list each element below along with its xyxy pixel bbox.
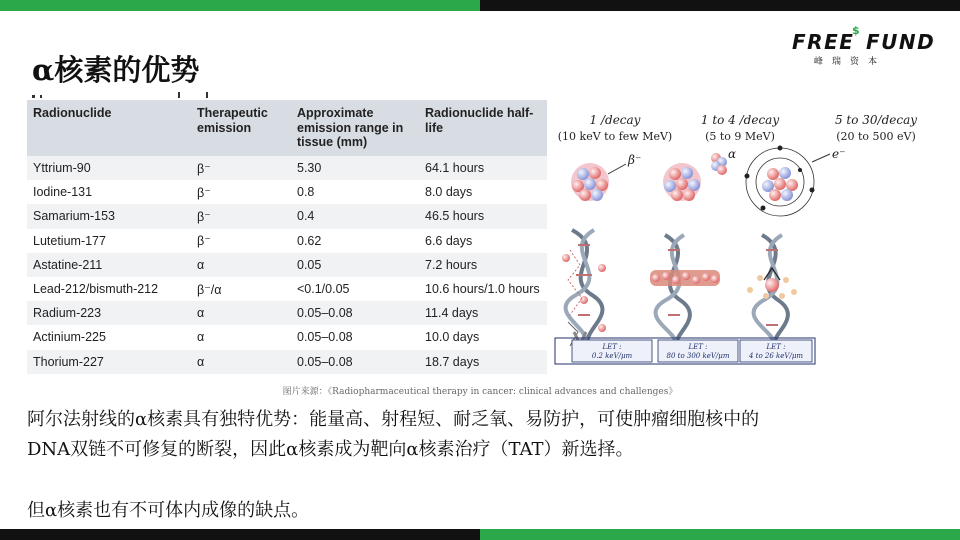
top-black-bar: [480, 0, 960, 11]
header-half-life: Radionuclide half-life: [419, 100, 547, 156]
logo-word-fund: FUND: [866, 30, 936, 54]
free-fund-logo: [792, 24, 936, 70]
col1-energy: (10 keV to few MeV): [557, 130, 673, 143]
cell-range: 0.05: [291, 253, 419, 277]
bottom-black-bar: [0, 529, 480, 540]
beta-nucleus-icon: [571, 153, 641, 201]
cell-radionuclide: Radium-223: [27, 301, 191, 325]
top-green-bar: [0, 0, 480, 11]
dna-helix-alpha-icon: [650, 235, 720, 350]
cell-half-life: 46.5 hours: [419, 204, 547, 228]
col2-rate: 1 to 4 /decay: [700, 113, 780, 127]
cell-radionuclide: Iodine-131: [27, 180, 191, 204]
let-value-alpha: 80 to 300 keV/μm: [666, 352, 730, 360]
cell-emission: α: [191, 253, 291, 277]
cell-range: 5.30: [291, 156, 419, 180]
cell-emission: β⁻/α: [191, 277, 291, 301]
cell-emission: β⁻: [191, 156, 291, 180]
dna-helix-beta-icon: [562, 230, 606, 350]
cell-range: 0.05–0.08: [291, 350, 419, 374]
body-paragraph-2: 但α核素也有不可体内成像的缺点。: [27, 500, 310, 521]
table-row: [27, 156, 547, 180]
beta-particle-label: β⁻: [628, 153, 642, 167]
table-row: [27, 301, 547, 325]
cell-radionuclide: Samarium-153: [27, 204, 191, 228]
cell-half-life: 6.6 days: [419, 229, 547, 253]
cell-range: 0.8: [291, 180, 419, 204]
let-label-beta: LET :: [602, 343, 622, 351]
body-paragraph-1-line-2: DNA双链不可修复的断裂，因此α核素成为靶向α核素治疗（TAT）新选择。: [27, 439, 634, 460]
header-therapeutic-emission: Therapeutic emission: [191, 100, 291, 156]
cell-range: 0.05–0.08: [291, 325, 419, 349]
radionuclide-table: [27, 100, 547, 374]
table-header-row: [27, 100, 547, 156]
cropped-text-fragments: [30, 91, 230, 99]
logo-word-free: FREE: [792, 30, 855, 54]
cell-range: 0.62: [291, 229, 419, 253]
figure-caption: 图片来源：《Radiopharmaceutical therapy in cancer: clinical advances and challenges》: [282, 387, 678, 397]
cell-half-life: 10.0 days: [419, 325, 547, 349]
cell-emission: α: [191, 325, 291, 349]
cell-radionuclide: Lutetium-177: [27, 229, 191, 253]
dna-helix-auger-icon: [747, 235, 797, 350]
table-row: [27, 253, 547, 277]
cell-range: 0.05–0.08: [291, 301, 419, 325]
auger-nucleus-icon: [745, 146, 846, 217]
body-paragraph-1-line-1: 阿尔法射线的α核素具有独特优势：能量高、射程短、耐乏氧、易防护，可使肿瘤细胞核中的: [27, 409, 760, 430]
cell-radionuclide: Lead-212/bismuth-212: [27, 277, 191, 301]
cell-half-life: 11.4 days: [419, 301, 547, 325]
let-value-beta: 0.2 keV/μm: [591, 352, 633, 360]
table-row: [27, 204, 547, 228]
cell-range: <0.1/0.05: [291, 277, 419, 301]
slide-title: α核素的优势: [32, 53, 200, 87]
cell-half-life: 10.6 hours/1.0 hours: [419, 277, 547, 301]
logo-dollar: $: [852, 24, 860, 37]
table-row: [27, 229, 547, 253]
cell-emission: α: [191, 350, 291, 374]
cell-emission: β⁻: [191, 229, 291, 253]
let-value-auger: 4 to 26 keV/μm: [748, 352, 804, 360]
cell-range: 0.4: [291, 204, 419, 228]
table-row: [27, 277, 547, 301]
cell-emission: α: [191, 301, 291, 325]
body-paragraph-1: [27, 405, 937, 465]
cell-half-life: 18.7 days: [419, 350, 547, 374]
cell-half-life: 64.1 hours: [419, 156, 547, 180]
cell-radionuclide: Astatine-211: [27, 253, 191, 277]
header-radionuclide: Radionuclide: [27, 100, 191, 156]
let-label-alpha: LET :: [688, 343, 708, 351]
header-emission-range: Approximate emission range in tissue (mm): [291, 100, 419, 156]
cell-radionuclide: Yttrium-90: [27, 156, 191, 180]
radiation-dna-figure: [550, 100, 930, 372]
cell-half-life: 7.2 hours: [419, 253, 547, 277]
col1-rate: 1 /decay: [589, 113, 641, 127]
alpha-particle-label: α: [728, 147, 737, 161]
col3-energy: (20 to 500 eV): [836, 130, 916, 143]
cell-radionuclide: Actinium-225: [27, 325, 191, 349]
alpha-nucleus-icon: [663, 147, 736, 201]
bottom-green-bar: [480, 529, 960, 540]
col3-rate: 5 to 30/decay: [834, 113, 918, 127]
table-row: [27, 180, 547, 204]
cell-emission: β⁻: [191, 204, 291, 228]
cell-emission: β⁻: [191, 180, 291, 204]
electron-particle-label: e⁻: [832, 147, 846, 161]
cell-radionuclide: Thorium-227: [27, 350, 191, 374]
let-label-auger: LET :: [766, 343, 786, 351]
col2-energy: (5 to 9 MeV): [705, 130, 775, 143]
cell-half-life: 8.0 days: [419, 180, 547, 204]
table-row: [27, 350, 547, 374]
table-row: [27, 325, 547, 349]
logo-subtitle: 峰瑞资本: [814, 57, 887, 67]
